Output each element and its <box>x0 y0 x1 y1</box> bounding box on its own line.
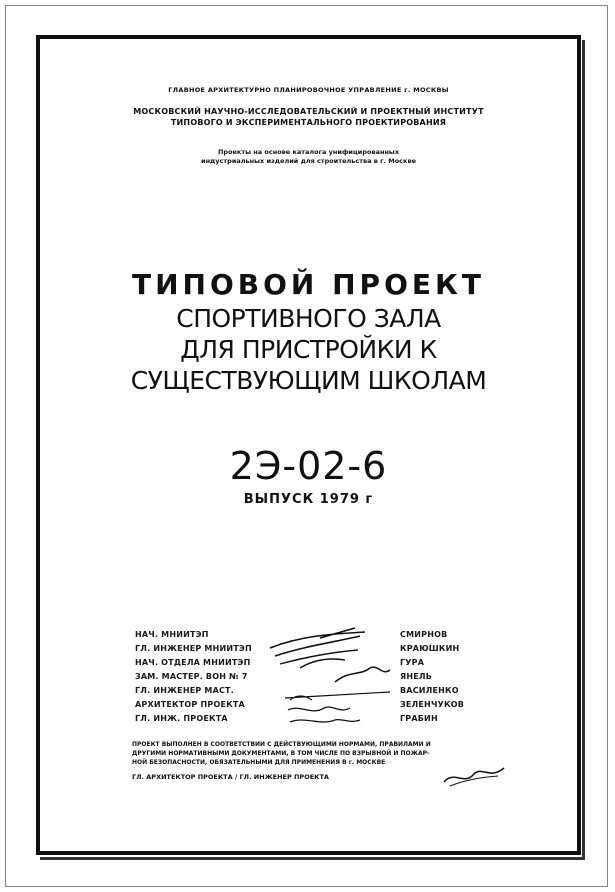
institute-line-1: МОСКОВСКИЙ НАУЧНО-ИССЛЕДОВАТЕЛЬСКИЙ И ПРОЕКТНЫЙ ИНСТИТУТ <box>133 107 484 116</box>
signature-role: ГЛ. ИНЖ. ПРОЕКТА <box>135 714 228 723</box>
project-title-line-1: СПОРТИВНОГО ЗАЛА <box>176 304 441 333</box>
compliance-line-3: НОЙ БЕЗОПАСНОСТИ, ОБЯЗАТЕЛЬНЫМИ ДЛЯ ПРИМЕНЕНИЯ В г. МОСКВЕ <box>132 759 386 766</box>
chief-signature-line: ГЛ. АРХИТЕКТОР ПРОЕКТА / ГЛ. ИНЖЕНЕР ПРОЕКТА <box>132 773 329 781</box>
project-title <box>40 303 577 396</box>
signature-name: ГУРА <box>400 658 425 667</box>
document-heading: ТИПОВОЙ ПРОЕКТ <box>132 268 485 301</box>
catalog-note <box>40 148 577 166</box>
institute-line-2: ТИПОВОГО И ЭКСПЕРИМЕНТАЛЬНОГО ПРОЕКТИРОВАНИЯ <box>170 118 447 127</box>
signature-name: КРАЮШКИН <box>400 644 460 653</box>
signature-role: ГЛ. ИНЖЕНЕР МАСТ. <box>135 686 234 695</box>
catalog-note-line-2: индустриальных изделий для строительства в г. Москве <box>201 157 416 165</box>
catalog-note-line-1: Проекты на основе каталога унифицированных <box>217 148 400 156</box>
signature-role: НАЧ. МНИИТЭП <box>135 630 209 639</box>
handwritten-signatures <box>260 626 400 730</box>
project-title-line-2: ДЛЯ ПРИСТРОЙКИ К <box>180 335 437 364</box>
compliance-line-2: ДРУГИМИ НОРМАТИВНЫМИ ДОКУМЕНТАМИ, В ТОМ ЧИСЛЕ ПО ВЗРЫВНОЙ И ПОЖАР- <box>132 750 430 757</box>
agency-line: ГЛАВНОЕ АРХИТЕКТУРНО ПЛАНИРОВОЧНОЕ УПРАВЛЕНИЕ г. МОСКВЫ <box>168 86 449 94</box>
issue-year: ВЫПУСК 1979 г <box>243 492 374 507</box>
signature-name: ВАСИЛЕНКО <box>400 686 459 695</box>
compliance-line-1: ПРОЕКТ ВЫПОЛНЕН В СООТВЕТСТВИИ С ДЕЙСТВУЮЩИМИ НОРМАМИ, ПРАВИЛАМИ И <box>132 741 431 748</box>
signature-name: ЯНЕЛЬ <box>400 672 433 681</box>
signature-role: АРХИТЕКТОР ПРОЕКТА <box>135 700 245 709</box>
signature-name: ЗЕЛЕНЧУКОВ <box>400 700 465 709</box>
signature-role: НАЧ. ОТДЕЛА МНИИТЭП <box>135 658 251 667</box>
institute-name <box>40 106 577 128</box>
signature-role: ГЛ. ИНЖЕНЕР МНИИТЭП <box>135 644 252 653</box>
signature-name: ГРАБИН <box>400 714 438 723</box>
project-title-line-3: СУЩЕСТВУЮЩИМ ШКОЛАМ <box>130 366 487 395</box>
signature-name: СМИРНОВ <box>400 630 448 639</box>
signature-role: ЗАМ. МАСТЕР. ВОН № 7 <box>135 672 248 681</box>
project-code: 2Э-02-6 <box>229 444 388 488</box>
chief-signature-icon <box>440 760 510 790</box>
